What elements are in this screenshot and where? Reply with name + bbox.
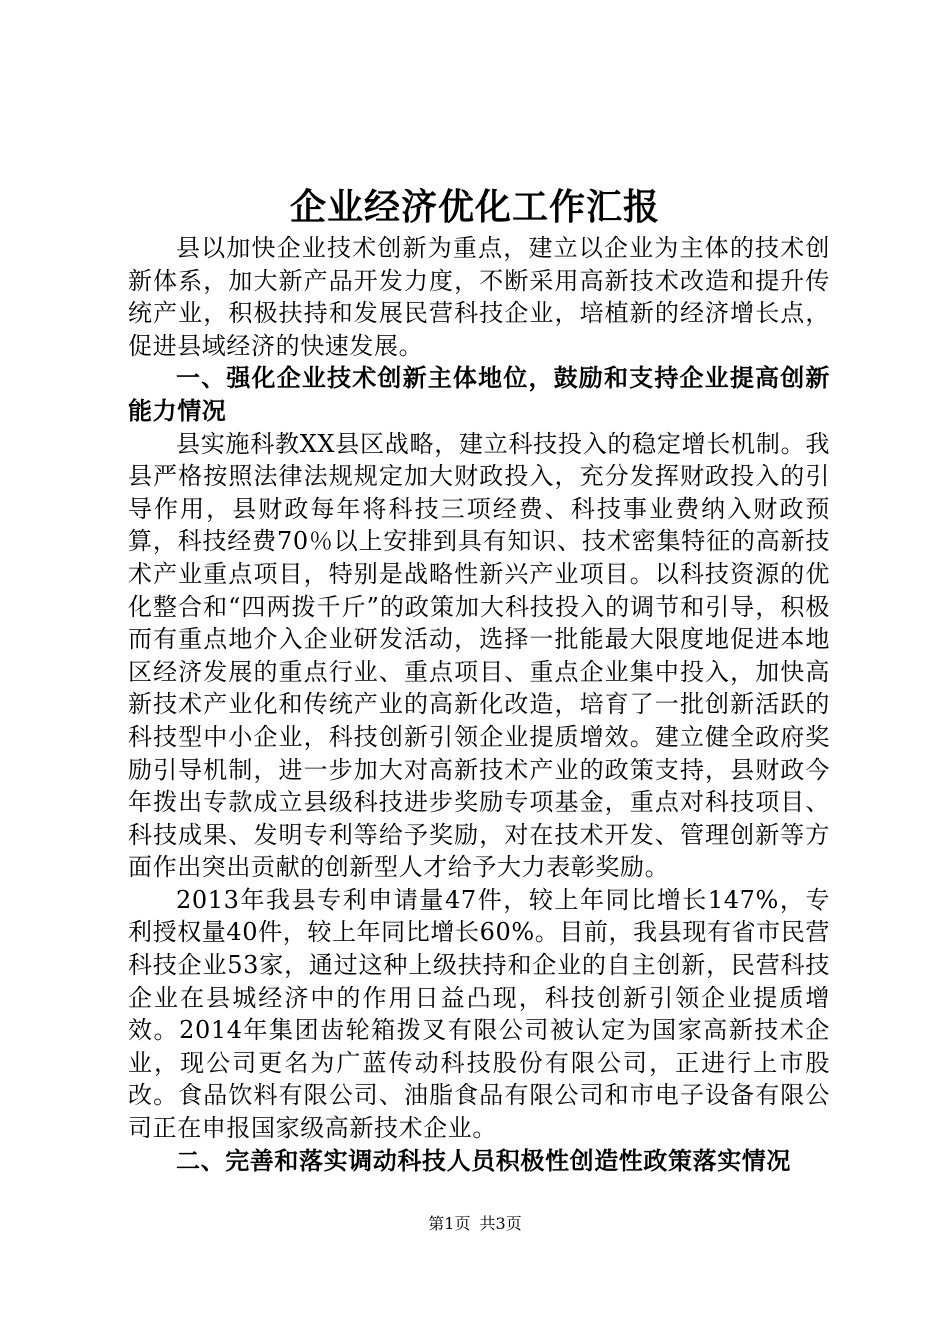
section-heading-2: 二、完善和落实调动科技人员积极性创造性政策落实情况 xyxy=(176,1145,791,1175)
section-1-paragraph-1: 县实施科教XX县区战略，建立科技投入的稳定增长机制。我县严格按照法律法规规定加大财政投入，充分发挥财政投入的引导作用，县财政每年将科技三项经费、科技事业费纳入财政预算，科技经费70％以上安排到具有知识、技术密集特征的高新技术产业重点项目，特别是战略性新兴产业项目。以科技资源的优化整合和“四两拨千斤”的政策加大科技投入的调节和引导，积极而有重点地介入企业研发活动，选择一批能最大限度地促进本地区经济发展的重点行业、重点项目、重点企业集中投入，加快高新技术产业化和传统产业的高新化改造，培育了一批创新活跃的科技型中小企业，科技创新引领企业提质增效。建立健全政府奖励引导机制，进一步加大对高新技术产业的政策支持，县财政今年拨出专款成立县级科技进步奖励专项基金，重点对科技项目、科技成果、发明专利等给予奖励，对在技术开发、管理创新等方面作出突出贡献的创新型人才给予大力表彰奖励。 xyxy=(128,429,830,882)
document-body xyxy=(128,232,830,1177)
section-1-paragraph-2: 2013年我县专利申请量47件，较上年同比增长147%，专利授权量40件，较上年同比增长60%。目前，我县现有省市民营科技企业53家，通过这种上级扶持和企业的自主创新，民营科技企业在县城经济中的作用日益凸现，科技创新引领企业提质增效。2014年集团齿轮箱拨叉有限公司被认定为国家高新技术企业，现公司更名为广蓝传动科技股份有限公司，正进行上市股改。食品饮料有限公司、油脂食品有限公司和市电子设备有限公司正在申报国家级高新技术企业。 xyxy=(128,885,830,1143)
section-heading-1: 一、强化企业技术创新主体地位，鼓励和支持企业提高创新能力情况 xyxy=(128,363,830,425)
intro-paragraph: 县以加快企业技术创新为重点，建立以企业为主体的技术创新体系，加大新产品开发力度，不断采用高新技术改造和提升传统产业，积极扶持和发展民营科技企业，培植新的经济增长点，促进县域经济的快速发展。 xyxy=(128,234,830,360)
document-title: 企业经济优化工作汇报 xyxy=(289,186,660,228)
page-footer: 第1页 共3页 xyxy=(428,1214,522,1233)
